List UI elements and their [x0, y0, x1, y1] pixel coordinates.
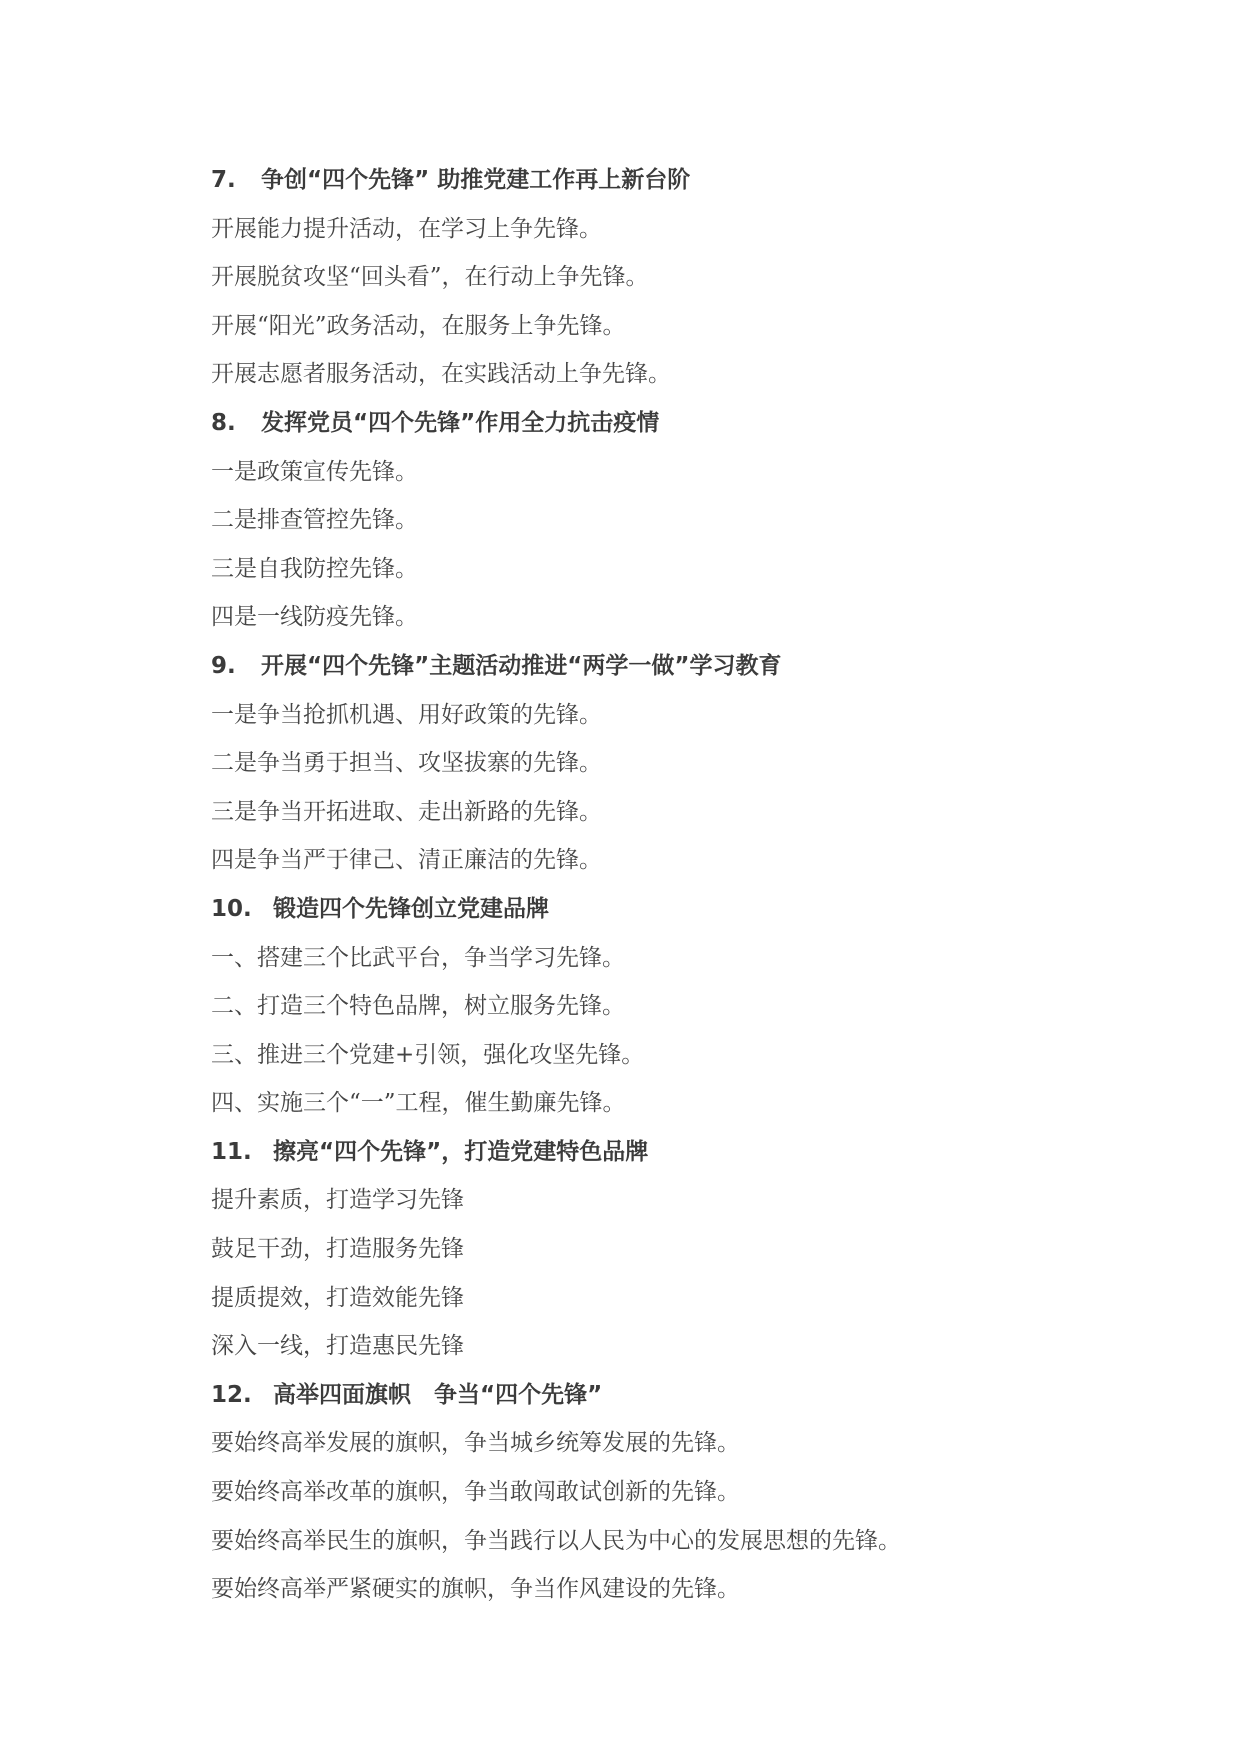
body-line: 开展志愿者服务活动，在实践活动上争先锋。	[211, 361, 671, 388]
section-11	[211, 1128, 1191, 1371]
section-number: 12.	[211, 1381, 252, 1408]
section-number: 11.	[211, 1138, 252, 1165]
section-number: 9.	[211, 652, 236, 679]
section-12	[211, 1371, 1191, 1614]
section-title: 发挥党员“四个先锋”作用全力抗击疫情	[261, 409, 660, 436]
section-heading	[211, 885, 1191, 934]
body-line: 二是排查管控先锋。	[211, 507, 418, 534]
section-7	[211, 156, 1191, 399]
body-line: 三、推进三个党建+引领，强化攻坚先锋。	[211, 1041, 645, 1068]
body-line: 要始终高举严紧硬实的旗帜，争当作风建设的先锋。	[211, 1576, 740, 1603]
body-line: 四、实施三个“一”工程，催生勤廉先锋。	[211, 1090, 626, 1117]
section-10	[211, 885, 1191, 1128]
section-title: 开展“四个先锋”主题活动推进“两学一做”学习教育	[261, 652, 782, 679]
body-line: 二、打造三个特色品牌，树立服务先锋。	[211, 993, 625, 1020]
body-line: 四是争当严于律己、清正廉洁的先锋。	[211, 847, 602, 874]
body-line: 鼓足干劲，打造服务先锋	[211, 1236, 464, 1263]
section-title: 锻造四个先锋创立党建品牌	[273, 895, 549, 922]
body-line: 深入一线，打造惠民先锋	[211, 1333, 464, 1360]
section-title: 争创“四个先锋” 助推党建工作再上新台阶	[261, 167, 691, 193]
section-8	[211, 399, 1191, 642]
body-line: 三是争当开拓进取、走出新路的先锋。	[211, 798, 602, 825]
body-line: 一是政策宣传先锋。	[211, 458, 418, 485]
section-heading	[211, 642, 1191, 691]
body-line: 一、搭建三个比武平台，争当学习先锋。	[211, 944, 625, 971]
body-line: 提质提效，打造效能先锋	[211, 1284, 464, 1311]
body-line: 开展“阳光”政务活动，在服务上争先锋。	[211, 312, 626, 339]
body-line: 要始终高举改革的旗帜，争当敢闯敢试创新的先锋。	[211, 1479, 740, 1506]
body-line: 开展能力提升活动，在学习上争先锋。	[211, 215, 602, 242]
section-heading	[211, 399, 1191, 448]
section-number: 8.	[211, 409, 236, 436]
document-body	[211, 156, 1191, 1614]
body-line: 三是自我防控先锋。	[211, 555, 418, 582]
section-number: 7.	[211, 167, 236, 193]
section-heading	[211, 156, 1191, 205]
section-number: 10.	[211, 895, 252, 922]
section-heading	[211, 1128, 1191, 1177]
body-line: 提升素质，打造学习先锋	[211, 1187, 464, 1214]
body-line: 要始终高举民生的旗帜，争当践行以人民为中心的发展思想的先锋。	[211, 1527, 901, 1554]
section-title: 高举四面旗帜 争当“四个先锋”	[273, 1381, 603, 1408]
section-heading	[211, 1371, 1191, 1420]
section-title: 擦亮“四个先锋”，打造党建特色品牌	[273, 1138, 649, 1165]
body-line: 四是一线防疫先锋。	[211, 604, 418, 631]
body-line: 要始终高举发展的旗帜，争当城乡统筹发展的先锋。	[211, 1430, 740, 1457]
body-line: 开展脱贫攻坚“回头看”，在行动上争先锋。	[211, 264, 649, 291]
body-line: 一是争当抢抓机遇、用好政策的先锋。	[211, 701, 602, 728]
body-line: 二是争当勇于担当、攻坚拔寨的先锋。	[211, 750, 602, 777]
section-9	[211, 642, 1191, 885]
